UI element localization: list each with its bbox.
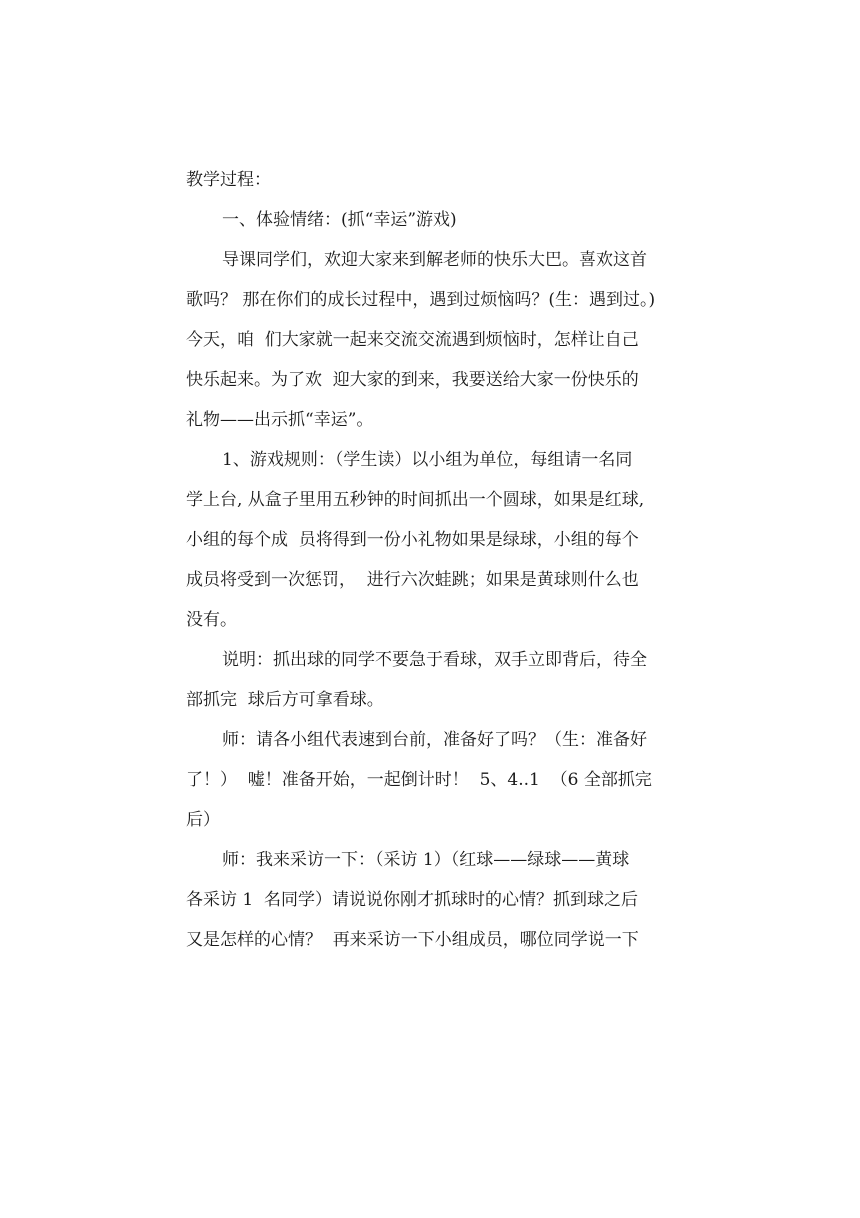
paragraph-intro (186, 240, 686, 440)
paragraph-line: 1、游戏规则：（学生读）以小组为单位，每组请一名同 (222, 450, 633, 470)
paragraph-line: 没有。 (186, 610, 237, 630)
paragraph-note (186, 640, 686, 720)
paragraph-line: 成员将受到一次惩罚， 进行六次蛙跳；如果是黄球则什么也 (186, 570, 639, 590)
paragraph-rules (186, 440, 686, 640)
paragraph-line: 又是怎样的心情？ 再来采访一下小组成员，哪位同学说一下 (186, 930, 639, 950)
paragraph-line: 后） (186, 810, 220, 830)
paragraph-line: 学上台, 从盒子里用五秒钟的时间抓出一个圆球，如果是红球, (186, 490, 645, 510)
paragraph-line: 小组的每个成 员将得到一份小礼物如果是绿球，小组的每个 (186, 530, 639, 550)
paragraph-line: 师：我来采访一下：（采访 1）（红球——绿球——黄球 (222, 850, 630, 870)
paragraph-line: 礼物——出示抓“幸运”。 (186, 410, 374, 430)
paragraph-line: 歌吗？ 那在你们的成长过程中，遇到过烦恼吗？(生：遇到过。) (186, 290, 656, 310)
document-body (186, 160, 686, 960)
paragraph-line: 说明：抓出球的同学不要急于看球，双手立即背后，待全 (222, 650, 647, 670)
paragraph-line: 了！） 嘘！准备开始，一起倒计时！ 5、4..1 （6 全部抓完 (186, 770, 652, 790)
paragraph-line: 师：请各小组代表速到台前，准备好了吗？（生：准备好 (222, 730, 647, 750)
paragraph-line: 导课同学们，欢迎大家来到解老师的快乐大巴。喜欢这首 (222, 250, 647, 270)
paragraph-line: 各采访 1 名同学）请说说你刚才抓球时的心情？抓到球之后 (186, 890, 639, 910)
paragraph-line: 今天，咱 们大家就一起来交流交流遇到烦恼时，怎样让自己 (186, 330, 639, 350)
paragraph-interview (186, 840, 686, 960)
heading: 教学过程： (186, 170, 271, 190)
paragraph-countdown (186, 720, 686, 840)
paragraph-line: 快乐起来。为了欢 迎大家的到来，我要送给大家一份快乐的 (186, 370, 639, 390)
paragraph-line: 部抓完 球后方可拿看球。 (186, 690, 384, 710)
section-title: 一、体验情绪：(抓“幸运”游戏) (222, 210, 457, 230)
